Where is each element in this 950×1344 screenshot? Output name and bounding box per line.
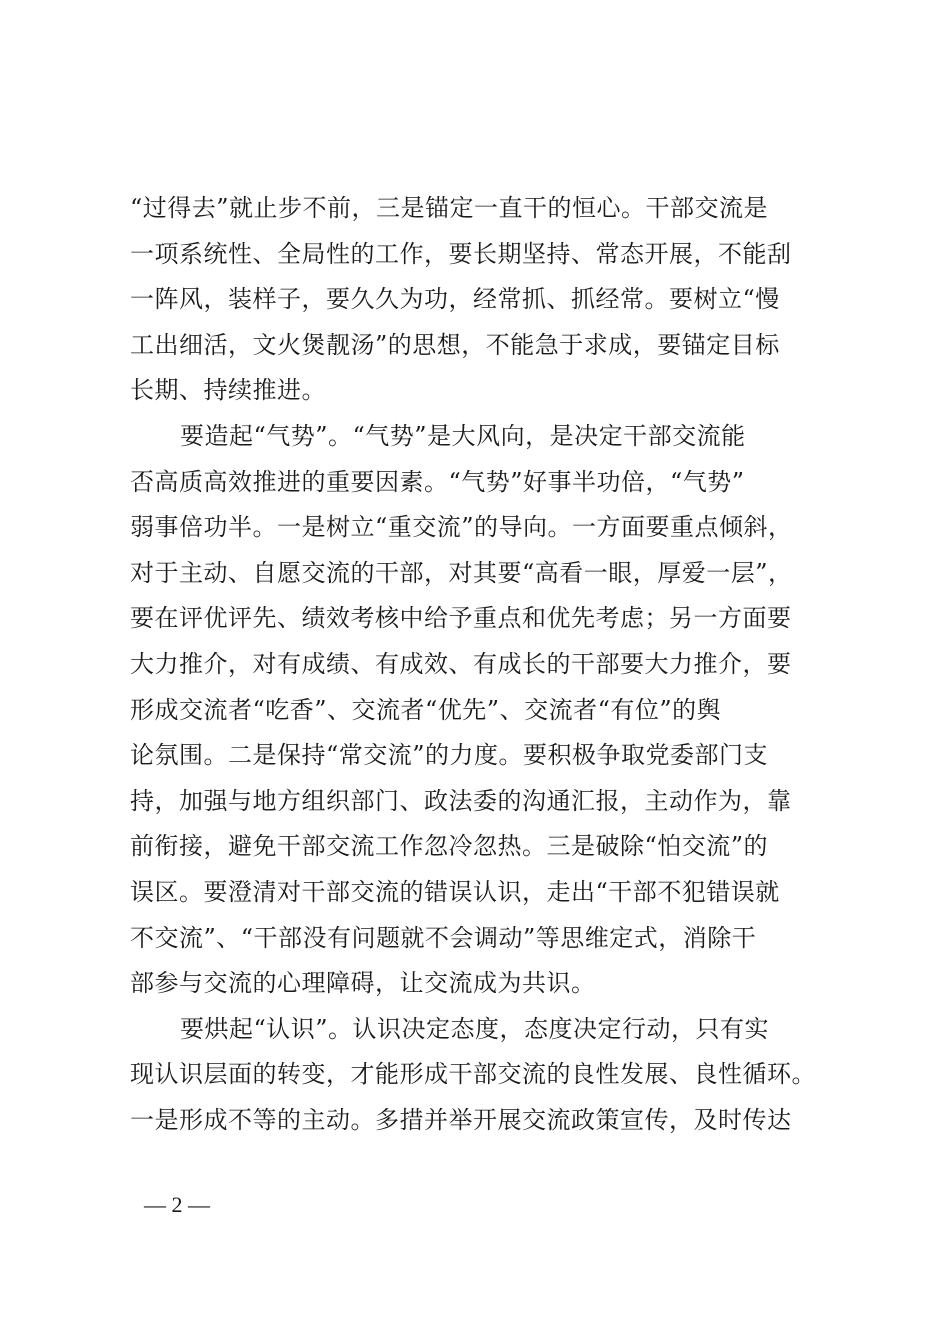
text-line: “过得去”就止步不前，三是锚定一直干的恒心。干部交流是 bbox=[130, 194, 769, 222]
text-line: 现认识层面的转变，才能形成干部交流的良性发展、良性循环。 bbox=[130, 1060, 816, 1089]
text-line: 不交流”、“干部没有问题就不会调动”等思维定式，消除干 bbox=[130, 923, 757, 952]
text-line: 持，加强与地方组织部门、政法委的沟通汇报，主动作为，靠 bbox=[130, 786, 792, 815]
text-line: 前衔接，避免干部交流工作忽冷忽热。三是破除“怕交流”的 bbox=[130, 832, 769, 861]
text-line: 一阵风，装样子，要久久为功，经常抓、抓经常。要树立“慢 bbox=[130, 285, 780, 314]
text-line: 大力推介，对有成绩、有成效、有成长的干部要大力推介，要 bbox=[130, 649, 792, 678]
text-line: 长期、持续推进。 bbox=[130, 376, 326, 405]
text-line: 弱事倍功半。一是树立“重交流”的导向。一方面要重点倾斜， bbox=[130, 513, 793, 542]
text-line: 一是形成不等的主动。多措并举开展交流政策宣传，及时传达 bbox=[130, 1105, 792, 1134]
text-line: 要烘起“认识”。认识决定态度，态度决定行动，只有实 bbox=[180, 1014, 770, 1043]
text-line: 否高质高效推进的重要因素。“气势”好事半功倍，“气势” bbox=[130, 467, 745, 496]
page-number: — 2 — bbox=[144, 1192, 210, 1217]
text-line: 误区。要澄清对干部交流的错误认识，走出“干部不犯错误就 bbox=[130, 877, 780, 906]
text-line: 对于主动、自愿交流的干部，对其要“高看一眼，厚爱一层”， bbox=[130, 558, 793, 587]
document-body bbox=[130, 186, 830, 1143]
paragraph bbox=[130, 186, 830, 414]
paragraph bbox=[130, 414, 830, 1007]
paragraph bbox=[130, 1007, 830, 1144]
text-line: 形成交流者“吃香”、交流者“优先”、交流者“有位”的舆 bbox=[130, 695, 722, 724]
text-line: 要造起“气势”。“气势”是大风向，是决定干部交流能 bbox=[180, 421, 746, 450]
text-line: 一项系统性、全局性的工作，要长期坚持、常态开展，不能刮 bbox=[130, 239, 792, 268]
text-line: 工出细活，文火煲靓汤”的思想，不能急于求成，要锚定目标 bbox=[130, 330, 780, 359]
text-line: 部参与交流的心理障碍，让交流成为共识。 bbox=[130, 969, 596, 998]
text-line: 要在评优评先、绩效考核中给予重点和优先考虑；另一方面要 bbox=[130, 604, 792, 633]
text-line: 论氛围。二是保持“常交流”的力度。要积极争取党委部门支 bbox=[130, 741, 769, 770]
